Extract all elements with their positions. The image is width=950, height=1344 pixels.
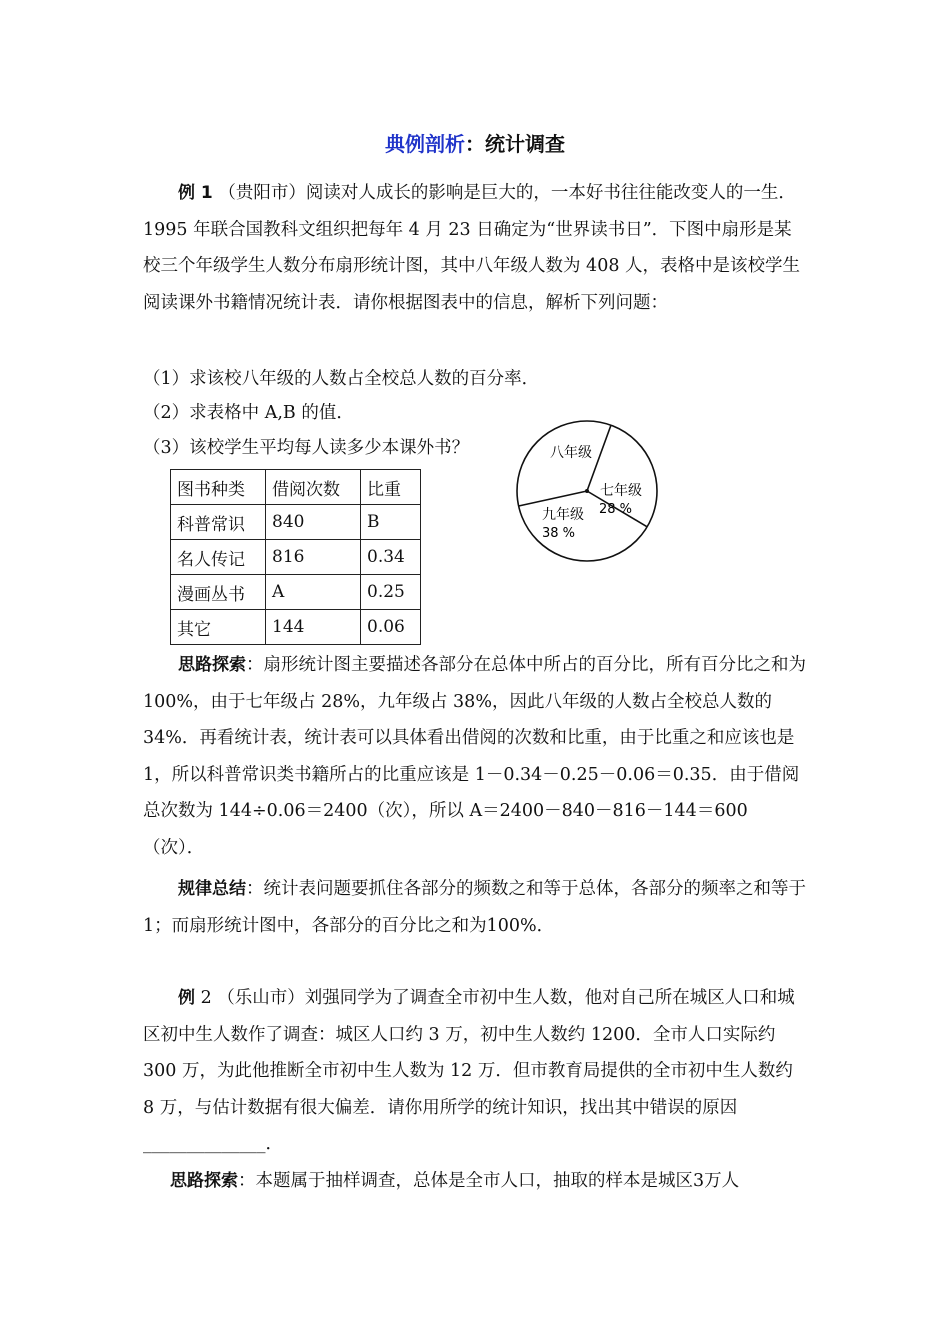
pie-label-grade9: 九年级 (542, 507, 584, 523)
table-row (171, 540, 421, 575)
table-cell: 名人传记 (171, 540, 266, 575)
question-1: （1）求该校八年级的人数占全校总人数的百分率． (143, 369, 540, 389)
analysis-2-paragraph (143, 1163, 823, 1200)
page-title (0, 128, 950, 157)
example-1-label: 例 1 (178, 183, 213, 203)
pie-center-dot (585, 489, 589, 493)
table-row (171, 610, 421, 645)
pie-value-grade7: 28 % (599, 502, 633, 517)
summary-1-text: ：统计表问题要抓住各部分的频数之和等于总体，各部分的频率之和等于1；而扇形统计图中，各部分的百分比之和为100%． (143, 879, 806, 936)
example-1-paragraph (143, 175, 808, 321)
analysis-2-text: ：本题属于抽样调查，总体是全市人口，抽取的样本是城区3万人 (238, 1171, 740, 1191)
table-cell: 144 (266, 610, 361, 645)
table-header-cell: 图书种类 (171, 470, 266, 505)
analysis-2-label: 思路探索 (170, 1171, 238, 1191)
pie-label-grade8: 八年级 (550, 445, 592, 461)
grade-pie-chart (512, 419, 662, 569)
analysis-1-label: 思路探索 (178, 655, 246, 675)
table-cell: 0.06 (361, 610, 421, 645)
summary-1-label: 规律总结 (178, 879, 246, 899)
table-cell: A (266, 575, 361, 610)
table-header-cell: 比重 (361, 470, 421, 505)
analysis-1-text: ：扇形统计图主要描述各部分在总体中所占的百分比，所有百分比之和为 100%，由于七年级占 28%，九年级占 38%，因此八年级的人数占全校总人数的 34%．再看统计表，统计表可以具体看出借阅的次数和比重，由于比重之和应该也是 1，所以科普常识类书籍所占的比重应该是 1－0.34－0.25－0.06＝0.35．由于借阅总次数为 144÷0.06＝2400（次），所以 A＝2400－840－816－144＝600（次）． (143, 655, 806, 858)
pie-label-grade7: 七年级 (600, 483, 642, 499)
pie-value-grade9: 38 % (542, 526, 576, 541)
summary-1-paragraph (143, 871, 808, 944)
example-2-text: （乐山市）刘强同学为了调查全市初中生人数，他对自己所在城区人口和城区初中生人数作了调查：城区人口约 3 万，初中生人数约 1200．全市人口实际约 300 万，为此他推断全市初中生人数为 12 万．但市教育局提供的全市初中生人数约 8 万，与估计数据有很大偏差．请你用所学的统计知识，找出其中错误的原因______________． (143, 988, 795, 1154)
example-2-number: 2 (195, 988, 212, 1008)
example-1-text: （贵阳市）阅读对人成长的影响是巨大的，一本好书往往能改变人的一生．1995 年联合国教科文组织把每年 4 月 23 日确定为“世界读书日”．下图中扇形是某校三个年级学生人数分布扇形统计图，其中八年级人数为 408 人，表格中是该校学生阅读课外书籍情况统计表．请你根据图表中的信息，解析下列问题： (143, 183, 801, 313)
example-2-paragraph (143, 980, 808, 1163)
table-cell: 816 (266, 540, 361, 575)
table-row (171, 505, 421, 540)
table-row (171, 575, 421, 610)
analysis-1-paragraph (143, 647, 808, 866)
table-cell: 0.25 (361, 575, 421, 610)
title-topic: 统计调查 (485, 132, 565, 156)
question-3: （3）该校学生平均每人读多少本课外书？ (143, 438, 470, 458)
table-cell: 其它 (171, 610, 266, 645)
table-cell: 科普常识 (171, 505, 266, 540)
table-cell: 漫画丛书 (171, 575, 266, 610)
title-separator: ： (465, 132, 485, 156)
example-2-label: 例 (178, 988, 195, 1008)
reading-stat-table (170, 469, 421, 645)
table-cell: 0.34 (361, 540, 421, 575)
title-highlight: 典例剖析 (385, 132, 465, 156)
question-2: （2）求表格中 A,B 的值． (143, 403, 354, 423)
table-header-row (171, 470, 421, 505)
table-header-cell: 借阅次数 (266, 470, 361, 505)
table-cell: 840 (266, 505, 361, 540)
table-cell: B (361, 505, 421, 540)
